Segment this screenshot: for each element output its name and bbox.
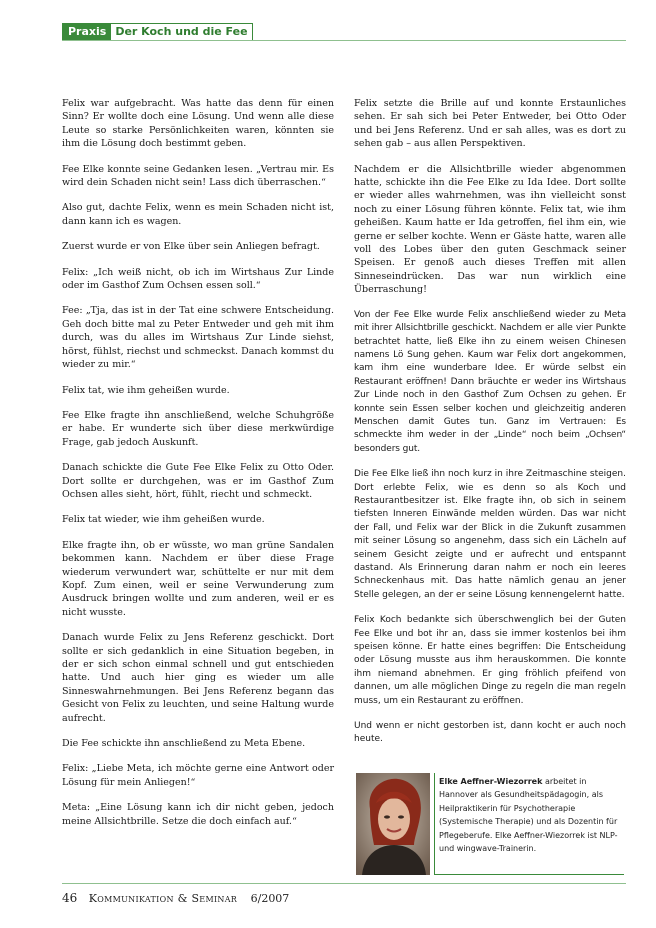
author-photo (356, 773, 430, 875)
paragraph: Von der Fee Elke wurde Felix anschließend wieder zu Meta mit ihrer Allsichtbrille geschickt. Nachdem er alle vier Punkte betrachtet hatte, ließ Elke ihn zu einem weisen Chinesen namens Lö Sung gehen. Kaum war Felix dort angekommen, kam ihm eine wunderbare Idee. Er würde selbst ein Restaurant eröffnen! Dann bräuchte er weder ins Wirtshaus Zur Linde noch in den Gasthof Zum Ochsen zu gehen. Er konnte sein Essen selber kochen und gleichzeitig anderen Menschen damit Gutes tun. Ganz im Vertrauen: Es schmeckte ihm weder in der „Linde“ noch beim „Ochsen“ besonders gut. (354, 309, 626, 454)
paragraph: Danach schickte die Gute Fee Elke Felix zu Otto Oder. Dort sollte er durchgehen, was er im Gasthof Zum Ochsen alles sieht, hört, fühlt, riecht und schmeckt. (62, 462, 334, 500)
bio-description: arbeitet in Hannover als Gesundheitspädagogin, als Heilpraktikerin für Psychotherapie (Systemische Therapie) und als Dozentin für Pflegeberufe. Elke Aeffner-Wiezorrek ist NLP- und wingwave-Trainerin. (439, 777, 618, 854)
paragraph: Zuerst wurde er von Elke über sein Anliegen befragt. (62, 241, 320, 253)
paragraph: Felix setzte die Brille auf und konnte Erstaunliches sehen. Er sah sich bei Peter Entweder, bei Otto Oder und bei Jens Referenz. Und er sah alles, was es dort zu sehen gab – aus allen Perspektiven. (354, 98, 626, 150)
page-footer (62, 891, 289, 905)
paragraph: Felix tat, wie ihm geheißen wurde. (62, 384, 230, 396)
page-header (62, 23, 626, 41)
paragraph: Felix Koch bedankte sich überschwenglich bei der Guten Fee Elke und bot ihr an, dass sie immer kostenlos bei ihm speisen könne. Er hatte eines begriffen: Die Entscheidung oder Lösung musste aus ihm herauskommen. Die konnte ihm niemand abnehmen. Er ging fröhlich pfeifend von dannen, um alle möglichen Dinge zu regeln die man regeln muss, um ein Restaurant zu eröffnen. (354, 615, 626, 706)
author-name: Elke Aeffner-Wiezorrek (439, 777, 543, 786)
bio-text (434, 773, 624, 875)
left-column (62, 97, 334, 840)
paragraph: Fee Elke konnte seine Gedanken lesen. „Vertrau mir. Es wird dein Schaden nicht sein! Lass dich überraschen.“ (62, 163, 334, 189)
paragraph: Die Fee Elke ließ ihn noch kurz in ihre Zeitmaschine steigen. Dort erlebte Felix, wie es denn so als Koch und Restaurantbesitzer ist. Elke fragte ihn, ob sich in seinem tiefsten Inneren Einwände melden würden. Das war nicht der Fall, und Felix war der Blick in die Zukunft zusammen mit seiner Lösung so angenehm, dass sich ein Lächeln auf seinem Gesicht zeigte und er aufrecht und entspannt dastand. Als Erinnerung daran nahm er noch ein leeres Schneckenhaus mit. Das hatte nämlich genau an jener Stelle gelegen, an der er seine Lösung kennengelernt hatte. (354, 469, 626, 600)
paragraph: Felix tat wieder, wie ihm geheißen wurde. (62, 514, 265, 526)
paragraph: Die Fee schickte ihn anschließend zu Meta Ebene. (62, 738, 306, 750)
magazine-name: Kommunikation & Seminar (88, 892, 238, 905)
paragraph: Fee: „Tja, das ist in der Tat eine schwere Entscheidung. Geh doch bitte mal zu Peter Entweder und geh mit ihm durch, was du alles im Wirtshaus Zur Linde siehst, hörst, fühlst, riechst und schmeckst. Danach kommst du wieder zu mir.“ (62, 305, 335, 371)
paragraph: Meta: „Eine Lösung kann ich dir nicht geben, jedoch meine Allsichtbrille. Setze die doch einfach auf.“ (62, 802, 334, 827)
section-label: Praxis (63, 24, 111, 40)
paragraph: Felix: „Ich weiß nicht, ob ich im Wirtshaus Zur Linde oder im Gasthof Zum Ochsen essen soll.“ (62, 266, 334, 292)
header-rule (62, 40, 626, 41)
paragraph: Nachdem er die Allsichtbrille wieder abgenommen hatte, schickte ihn die Fee Elke zu Ida Idee. Dort sollte er wieder alles wahrnehmen, was ihn vielleicht sonst noch zu einer Lösung führen könnte. Felix tat, wie ihm geheißen. Kaum hatte er Ida getroffen, fiel ihm ein, wie gerne er selber kochte. Wenn er Gäste hatte, waren alle voll des Lobes über den guten Geschmack seiner Speisen. Er genoß auch dieses Treffen mit allen Sinneseindrücken. Das war nun wirklich eine Überraschung! (354, 163, 626, 296)
paragraph: Felix: „Liebe Meta, ich möchte gerne eine Antwort oder Lösung für mein Anliegen!“ (62, 763, 334, 788)
page-number: 46 (62, 891, 78, 905)
author-bio (356, 773, 626, 879)
paragraph: Elke fragte ihn, ob er wüsste, wo man grüne Sandalen bekommen kann. Nachdem er über diese Frage wiederum verwundert war, schüttelte er nur mit dem Kopf. Zum einen, weil er seine Verwunderung zum Ausdruck bringen wollte und zum anderen, weil er es nicht wusste. (62, 539, 334, 618)
article-title: Der Koch und die Fee (115, 25, 248, 38)
paragraph: Felix war aufgebracht. Was hatte das denn für einen Sinn? Er wollte doch eine Lösung. Und wenn alle diese Leute so starke Persönlichkeiten waren, könnten sie ihm die Lösung doch bestimmt geben. (62, 98, 334, 150)
paragraph: Danach wurde Felix zu Jens Referenz geschickt. Dort sollte er sich gedanklich in eine Situation begeben, in der er sich schon einmal schnell und gut entschieden hatte. Und auch hier ging es wieder um alle Sinneswahrnehmungen. Bei Jens Referenz begann das Gesicht von Felix zu leuchten, und seine Haltung wurde aufrecht. (62, 632, 334, 724)
paragraph: Fee Elke fragte ihn anschließend, welche Schuhgröße er habe. Er wunderte sich über diese merkwürdige Frage, gab jedoch Auskunft. (62, 409, 334, 448)
paragraph: Also gut, dachte Felix, wenn es mein Schaden nicht ist, dann kann ich es wagen. (62, 202, 334, 227)
footer-rule (62, 883, 626, 884)
issue-number: 6/2007 (250, 892, 290, 905)
header-label-box (62, 23, 253, 41)
paragraph: Und wenn er nicht gestorben ist, dann kocht er auch noch heute. (354, 721, 626, 745)
right-column (354, 97, 626, 759)
